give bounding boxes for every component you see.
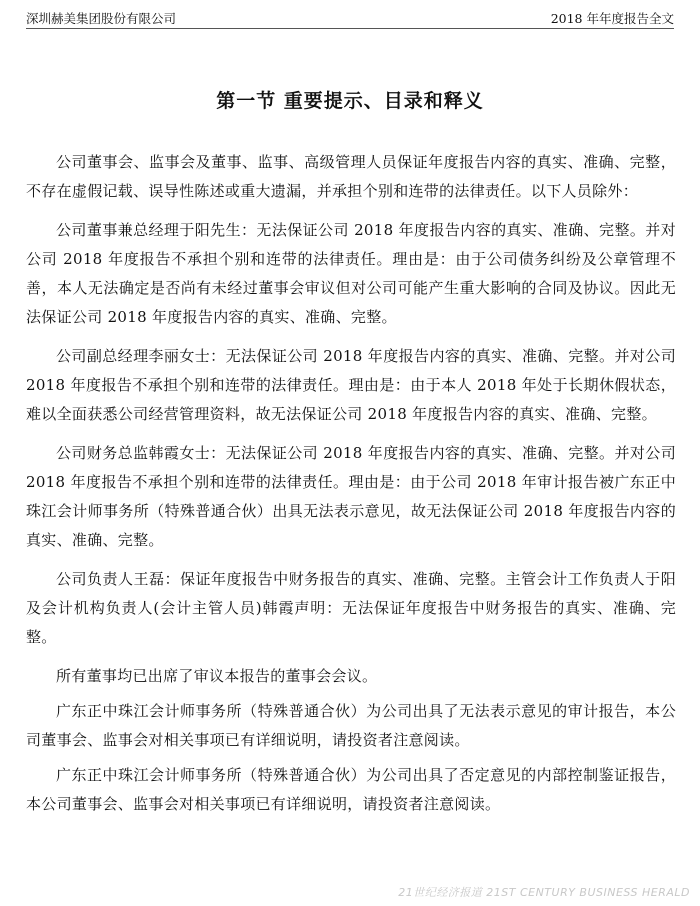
paragraph-board-statement: 公司董事会、监事会及董事、监事、高级管理人员保证年度报告内容的真实、准确、完整，不存在虚假记载、误导性陈述或重大遗漏，并承担个别和连带的法律责任。以下人员除外： [26,153,676,200]
paragraph-li-li-exception: 公司副总经理李丽女士：无法保证公司 2018 年度报告内容的真实、准确、完整。并对公司 2018 年度报告不承担个别和连带的法律责任。理由是：由于本人 2018 年处于长期休假状态，难以全面获悉公司经营管理资料，故无法保证公司 2018 年度报告内容的真实、准确、完整。 [26,347,676,423]
section-title: 第一节 重要提示、目录和释义 [216,90,484,112]
header-company-name: 深圳赫美集团股份有限公司 [26,11,177,26]
page-header [26,6,674,29]
paragraph-attendance: 所有董事均已出席了审议本报告的董事会会议。 [56,667,378,685]
paragraph-yu-yang-exception: 公司董事兼总经理于阳先生：无法保证公司 2018 年度报告内容的真实、准确、完整。并对公司 2018 年度报告不承担个别和连带的法律责任。理由是：由于公司债务纠纷及公章管理不善，本人无法确定是否尚有未经过董事会审议但对公司可能产生重大影响的合同及协议。因此无法保证公司 2018 年度报告内容的真实、准确、完整。 [26,221,676,326]
paragraph-audit-opinion: 广东正中珠江会计师事务所（特殊普通合伙）为公司出具了无法表示意见的审计报告，本公司董事会、监事会对相关事项已有详细说明，请投资者注意阅读。 [26,702,676,749]
document-body [26,148,676,825]
header-document-name: 2018 年年度报告全文 [550,11,674,26]
paragraph-responsible-persons: 公司负责人王磊：保证年度报告中财务报告的真实、准确、完整。主管会计工作负责人于阳 及会计机构负责人(会计主管人员)韩霞声明：无法保证年度报告中财务报告的真实、准确、完整。 [26,570,676,646]
paragraph-internal-control-opinion: 广东正中珠江会计师事务所（特殊普通合伙）为公司出具了否定意见的内部控制鉴证报告，本公司董事会、监事会对相关事项已有详细说明，请投资者注意阅读。 [26,766,676,813]
watermark: 21世纪经济报道 21ST CENTURY BUSINESS HERALD [398,886,690,899]
paragraph-han-xia-exception: 公司财务总监韩霞女士：无法保证公司 2018 年度报告内容的真实、准确、完整。并对公司 2018 年度报告不承担个别和连带的法律责任。理由是：由于公司 2018 年审计报告被广东正中珠江会计师事务所（特殊普通合伙）出具无法表示意见，故无法保证公司 2018 年度报告内容的真实、准确、完整。 [26,444,676,549]
